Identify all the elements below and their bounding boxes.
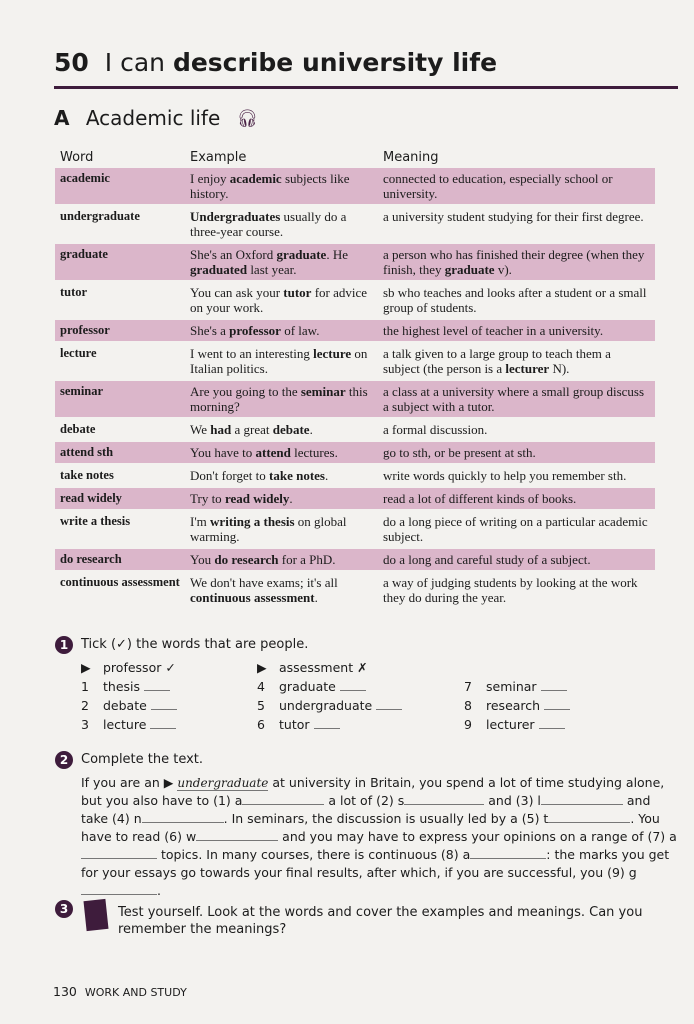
text-segment: do a long and careful study of a subject. <box>383 552 591 567</box>
table-row <box>55 282 655 318</box>
page-footer <box>53 984 187 999</box>
table-row <box>55 168 655 204</box>
text-segment: . You have to read (6) w <box>81 811 660 844</box>
exercise-item <box>464 698 570 713</box>
text-segment: usually do a three-year course. <box>190 209 347 239</box>
item-word: lecture <box>103 717 147 732</box>
key-word: writing a thesis <box>210 514 295 529</box>
meaning-cell <box>378 168 655 204</box>
example-cell <box>185 320 378 341</box>
exercise-2-heading <box>55 751 203 769</box>
exercise-instruction: Test yourself. Look at the words and cover the examples and meanings. Can you remember the meanings? <box>118 905 643 937</box>
text-segment: We <box>190 422 211 437</box>
meaning-cell <box>378 572 655 608</box>
word-cell: graduate <box>55 244 185 280</box>
example-item <box>81 660 176 675</box>
answer-blank-8[interactable] <box>470 848 546 859</box>
key-word: academic <box>229 171 282 186</box>
meaning-cell <box>378 282 655 318</box>
key-word: take notes <box>269 468 325 483</box>
text-segment: write words quickly to help you remember sth. <box>383 468 627 483</box>
table-header <box>55 149 655 166</box>
example-cell <box>185 465 378 486</box>
answer-blank[interactable] <box>340 690 366 691</box>
table-row <box>55 572 655 608</box>
vocabulary-table <box>55 147 655 610</box>
text-segment: Don't forget to <box>190 468 270 483</box>
word-cell: debate <box>60 422 96 436</box>
item-word: seminar <box>486 679 537 694</box>
exercise-item <box>257 679 366 694</box>
text-segment: N). <box>549 361 570 376</box>
item-number: 3 <box>81 717 89 732</box>
exercise-instruction: Complete the text. <box>81 752 204 767</box>
answer-blank[interactable] <box>314 728 340 729</box>
page-title <box>54 48 497 77</box>
example-answer: undergraduate <box>177 776 269 790</box>
word-cell: write a thesis <box>60 514 131 528</box>
answer-blank[interactable] <box>539 728 565 729</box>
text-segment: . <box>324 468 329 483</box>
key-word: tutor <box>283 285 312 300</box>
table-row <box>55 465 655 486</box>
text-segment: We don't have exams; it's all <box>190 575 338 590</box>
text-segment: on global warming. <box>190 514 347 544</box>
item-number: 5 <box>257 698 265 713</box>
example-cell <box>185 244 378 280</box>
text-segment: and you may have to express your opinions on a range of (7) a <box>278 829 677 844</box>
key-word: professor <box>229 323 281 338</box>
text-segment: . In seminars, the discussion is usually led by a (5) t <box>223 811 549 826</box>
word-cell: tutor <box>60 285 88 299</box>
example-cell <box>185 282 378 318</box>
answer-blank[interactable] <box>541 690 567 691</box>
example-answer: ✗ <box>357 660 368 675</box>
example-cell <box>185 488 378 509</box>
item-word: debate <box>103 698 147 713</box>
text-segment: a way of judging students by looking at the work they do during the year. <box>383 575 638 605</box>
word-cell: professor <box>55 320 185 341</box>
exercise-item <box>257 717 340 732</box>
text-segment: the highest level of teacher in a university. <box>383 323 604 338</box>
text-segment: sb who teaches and looks after a student or a small group of students. <box>383 285 647 315</box>
item-word: graduate <box>279 679 336 694</box>
column-header-meaning: Meaning <box>383 150 439 165</box>
text-segment: Try to <box>190 491 225 506</box>
column-header-example: Example <box>190 150 247 165</box>
text-segment: a person who has finished their degree (when they finish, they <box>383 247 645 277</box>
answer-blank-5[interactable] <box>548 812 630 823</box>
word-cell: undergraduate <box>60 209 140 223</box>
key-word: read widely <box>224 491 290 506</box>
table-row <box>55 381 655 417</box>
key-word: graduated <box>190 262 248 277</box>
item-word: research <box>486 698 541 713</box>
meaning-cell <box>378 381 655 417</box>
answer-blank-7[interactable] <box>81 848 157 859</box>
answer-blank-1[interactable] <box>242 794 324 805</box>
title-rule <box>54 86 678 89</box>
exercise-number-badge: 3 <box>55 900 73 918</box>
text-segment: and take (4) n <box>81 793 651 826</box>
exercise-item <box>464 717 565 732</box>
item-word: lecturer <box>486 717 535 732</box>
example-cell <box>185 206 378 242</box>
meaning-cell <box>378 244 655 280</box>
exercise-1-heading <box>55 636 308 654</box>
example-cell <box>185 168 378 204</box>
key-word: attend <box>255 445 291 460</box>
text-segment: at university in Britain, you spend a lot of time studying alone, but you also have to (1) a <box>81 775 665 808</box>
text-segment: v). <box>494 262 512 277</box>
answer-blank-9[interactable] <box>81 884 157 895</box>
text-segment: I enjoy <box>190 171 230 186</box>
key-word: had <box>210 422 232 437</box>
exercise-item <box>464 679 567 694</box>
text-segment: If you are an ▶ <box>81 775 178 790</box>
word-cell: continuous assessment <box>60 575 180 589</box>
key-word: lecturer <box>505 361 550 376</box>
text-segment: connected to education, especially school or university. <box>383 171 613 201</box>
meaning-cell <box>378 206 655 242</box>
text-segment: She's an Oxford <box>190 247 277 262</box>
item-number: 6 <box>257 717 265 732</box>
text-segment: You <box>190 552 215 567</box>
item-word: thesis <box>103 679 141 694</box>
answer-blank[interactable] <box>151 709 177 710</box>
table-row <box>55 320 655 341</box>
key-word: graduate <box>444 262 495 277</box>
text-segment: She's a <box>190 323 230 338</box>
table-row <box>55 511 655 547</box>
text-segment: I'm <box>190 514 211 529</box>
table-row <box>55 488 655 509</box>
text-segment: . <box>157 883 161 898</box>
meaning-cell <box>378 465 655 486</box>
example-answer: ✓ <box>165 660 176 675</box>
meaning-cell <box>378 343 655 379</box>
answer-blank-4[interactable] <box>142 812 224 823</box>
key-word: debate <box>272 422 310 437</box>
exercise-item <box>81 679 170 694</box>
table-row <box>55 244 655 280</box>
example-item <box>257 660 368 675</box>
answer-blank[interactable] <box>544 709 570 710</box>
meaning-cell <box>378 488 655 509</box>
text-segment: a talk given to a large group to teach them a subject (the person is a <box>383 346 611 376</box>
page-number: 130 <box>53 984 77 999</box>
answer-blank-2[interactable] <box>404 794 484 805</box>
word-cell: take notes <box>60 468 114 482</box>
meaning-cell <box>378 419 655 440</box>
text-segment: Are you going to the <box>190 384 301 399</box>
key-word: seminar <box>300 384 346 399</box>
word-cell: academic <box>55 168 185 204</box>
item-word: tutor <box>279 717 310 732</box>
word-cell: seminar <box>55 381 185 417</box>
answer-blank[interactable] <box>376 709 402 710</box>
text-segment: for a PhD. <box>278 552 336 567</box>
text-segment: . <box>289 491 293 506</box>
text-segment: You can ask your <box>190 285 284 300</box>
word-cell: attend sth <box>55 442 185 463</box>
text-segment: . He <box>326 247 348 262</box>
table-row <box>55 206 655 242</box>
example-cell <box>185 549 378 570</box>
word-cell: read widely <box>55 488 185 509</box>
text-segment: subjects like history. <box>190 171 350 201</box>
text-segment: and (3) l <box>484 793 541 808</box>
meaning-cell <box>378 320 655 341</box>
text-segment: this morning? <box>190 384 368 414</box>
text-segment: do a long piece of writing on a particular academic subject. <box>383 514 648 544</box>
text-segment: topics. In many courses, there is continuous (8) a <box>157 847 471 862</box>
item-number: 8 <box>464 698 472 713</box>
word-cell: lecture <box>60 346 97 360</box>
answer-blank-3[interactable] <box>541 794 623 805</box>
example-cell <box>185 419 378 440</box>
table-row <box>55 442 655 463</box>
text-segment: You have to <box>190 445 256 460</box>
text-segment: of law. <box>280 323 320 338</box>
answer-blank-6[interactable] <box>196 830 278 841</box>
exercise-number-badge: 2 <box>55 751 73 769</box>
text-segment: a lot of (2) s <box>324 793 405 808</box>
example-cell <box>185 343 378 379</box>
meaning-cell <box>378 549 655 570</box>
key-word: continuous assessment <box>190 590 315 605</box>
item-number: 1 <box>81 679 89 694</box>
key-word: lecture <box>313 346 352 361</box>
text-segment: on Italian politics. <box>190 346 368 376</box>
table-row <box>55 419 655 440</box>
key-word: Undergraduates <box>190 209 281 224</box>
key-word: do research <box>214 552 279 567</box>
text-segment: . <box>309 422 313 437</box>
word-cell: do research <box>55 549 185 570</box>
exercise-2-text <box>81 774 681 900</box>
text-segment: : the marks you get for your essays go towards your final results, after which, if you are successful, you (9) g <box>81 847 670 880</box>
section-heading <box>54 106 258 130</box>
text-segment: go to sth, or be present at sth. <box>383 445 536 460</box>
text-segment: I went to an interesting <box>190 346 314 361</box>
text-segment: . <box>314 590 318 605</box>
section-name: WORK AND STUDY <box>84 986 187 999</box>
title-bold: describe university life <box>172 48 498 77</box>
section-title: Academic life <box>85 106 221 130</box>
meaning-cell <box>378 442 655 463</box>
meaning-cell <box>378 511 655 547</box>
text-segment: a university student studying for their first degree. <box>383 209 644 224</box>
item-number: 2 <box>81 698 89 713</box>
exercise-item <box>81 698 177 713</box>
example-cell <box>185 442 378 463</box>
example-cell <box>185 511 378 547</box>
text-segment: a class at a university where a small group discuss a subject with a tutor. <box>383 384 645 414</box>
text-segment: a formal discussion. <box>383 422 488 437</box>
column-header-word: Word <box>60 150 94 165</box>
exercise-3-heading <box>55 900 121 930</box>
exercise-instruction: Tick (✓) the words that are people. <box>81 637 309 652</box>
text-segment: a great <box>231 422 273 437</box>
exercise-item <box>257 698 402 713</box>
text-segment: for advice on your work. <box>190 285 368 315</box>
unit-number: 50 <box>54 48 89 77</box>
exercise-number-badge: 1 <box>55 636 73 654</box>
table-row <box>55 549 655 570</box>
key-word: graduate <box>276 247 327 262</box>
example-cell <box>185 572 378 608</box>
answer-blank[interactable] <box>144 690 170 691</box>
book-icon <box>83 899 108 931</box>
example-marker-icon: ▶ <box>81 660 91 675</box>
answer-blank[interactable] <box>150 728 176 729</box>
item-number: 7 <box>464 679 472 694</box>
text-segment: lectures. <box>290 445 338 460</box>
exercise-item <box>81 717 176 732</box>
text-segment: last year. <box>247 262 297 277</box>
item-word: professor <box>103 660 162 675</box>
example-cell <box>185 381 378 417</box>
section-letter: A <box>54 106 70 130</box>
item-word: undergraduate <box>279 698 373 713</box>
table-row <box>55 343 655 379</box>
headphones-icon[interactable]: 🎧︎ <box>236 109 259 129</box>
text-segment: read a lot of different kinds of books. <box>383 491 577 506</box>
item-number: 9 <box>464 717 472 732</box>
item-number: 4 <box>257 679 265 694</box>
item-word: assessment <box>279 660 354 675</box>
example-marker-icon: ▶ <box>257 660 267 675</box>
title-prefix: I can <box>104 48 165 77</box>
